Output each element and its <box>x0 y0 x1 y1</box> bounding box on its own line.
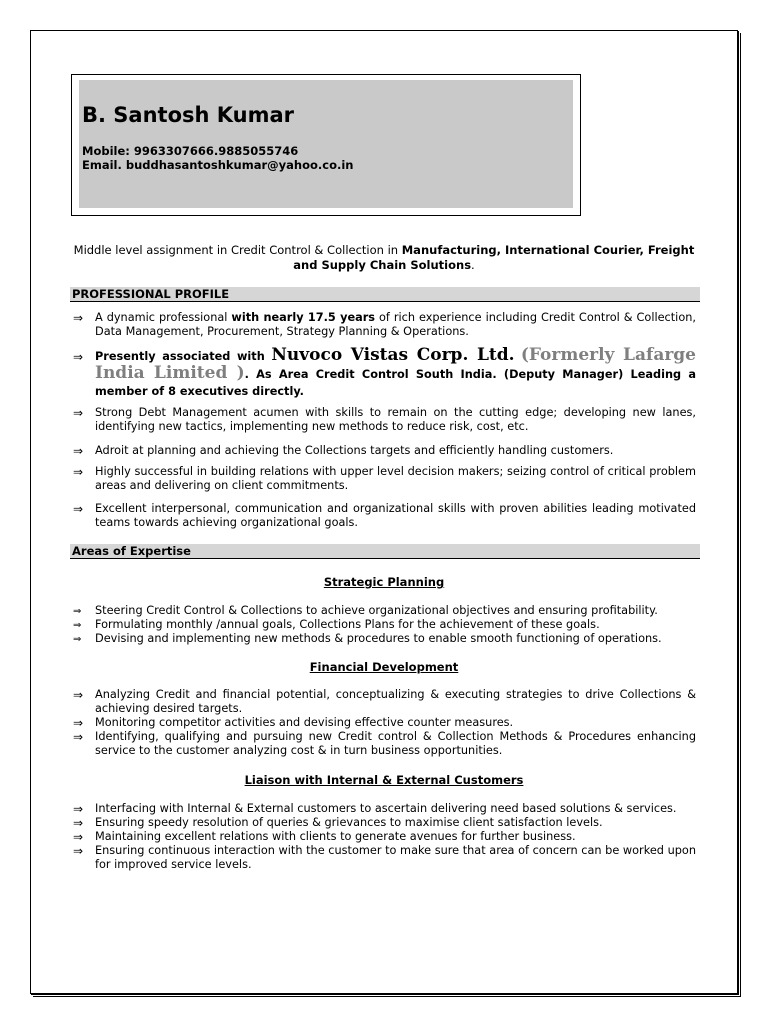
arrow-right-double-icon: ⇒ <box>73 816 84 830</box>
arrow-right-double-icon: ⇒ <box>73 830 84 844</box>
list-item <box>70 802 696 816</box>
subheading-financial-development: Financial Development <box>309 660 459 674</box>
arrow-right-double-icon: ⇒ <box>73 620 82 631</box>
list-item <box>70 618 696 632</box>
list-item <box>70 830 696 844</box>
list-item <box>70 311 696 339</box>
section-heading-professional-profile: PROFESSIONAL PROFILE <box>70 287 700 302</box>
financial-development-list <box>70 688 696 758</box>
bullet-text: Strong Debt Management acumen with skills to remain on the cutting edge; developing new lanes, identifying new tactics, implementing new methods to reduce risk, cost, etc. <box>95 406 696 433</box>
bullet-text: Excellent interpersonal, communication and organizational skills with proven abilities leading motivated teams towards achieving organizational goals. <box>95 502 696 529</box>
bullet-text: Identifying, qualifying and pursuing new Credit control & Collection Methods & Procedures enhancing service to the customer analyzing cost & in turn business opportunities. <box>95 730 696 757</box>
bullet-text: Devising and implementing new methods & procedures to enable smooth functioning of operations. <box>95 632 662 645</box>
profile-bullet-list-5 <box>70 502 696 530</box>
list-item <box>70 347 696 400</box>
bullet-text: Formulating monthly /annual goals, Collections Plans for the achievement of these goals. <box>95 618 600 631</box>
profile-bullet-list-3 <box>70 444 696 458</box>
bullet-text: Analyzing Credit and financial potential, conceptualizing & executing strategies to drive Collections & achieving desired targets. <box>95 688 696 715</box>
bullet-text: Steering Credit Control & Collections to achieve organizational objectives and ensuring profitability. <box>95 604 658 617</box>
arrow-right-double-icon: ⇒ <box>73 634 82 645</box>
objective-statement <box>72 243 696 273</box>
arrow-right-double-icon: ⇒ <box>73 730 84 744</box>
list-item <box>70 502 696 530</box>
liaison-list <box>70 802 696 872</box>
arrow-right-double-icon: ⇒ <box>73 311 84 325</box>
bullet-text: Ensuring speedy resolution of queries & grievances to maximise client satisfaction levels. <box>95 816 603 829</box>
list-item <box>70 632 696 646</box>
bullet-text: Monitoring competitor activities and devising effective counter measures. <box>95 716 514 729</box>
current-role: . As Area Credit Control South India. (Deputy Manager) Leading a member of 8 executives directly. <box>95 368 696 398</box>
subheading-liaison: Liaison with Internal & External Customers <box>244 773 524 787</box>
list-item <box>70 816 696 830</box>
list-item <box>70 604 696 618</box>
arrow-right-double-icon: ⇒ <box>73 444 84 458</box>
arrow-right-double-icon: ⇒ <box>73 406 84 420</box>
list-item <box>70 716 696 730</box>
arrow-right-double-icon: ⇒ <box>73 688 84 702</box>
objective-text: Middle level assignment in Credit Control & Collection in <box>73 243 402 257</box>
former-company-name: (Formerly Lafarge India Limited ) <box>95 345 696 383</box>
list-item <box>70 465 696 493</box>
list-item <box>70 844 696 872</box>
bullet-text: Presently associated with <box>95 350 272 363</box>
list-item <box>70 444 696 458</box>
bullet-text: Adroit at planning and achieving the Collections targets and efficiently handling customers. <box>95 444 614 457</box>
arrow-right-double-icon: ⇒ <box>73 716 84 730</box>
bullet-text: Highly successful in building relations with upper level decision makers; seizing control of critical problem areas and delivering on client commitments. <box>95 465 696 492</box>
list-item <box>70 406 696 434</box>
bullet-text: Ensuring continuous interaction with the customer to make sure that area of concern can be worked upon for improved service levels. <box>95 844 696 871</box>
profile-bullet-current-role <box>70 347 696 400</box>
arrow-right-double-icon: ⇒ <box>73 802 84 816</box>
section-heading-areas-of-expertise: Areas of Expertise <box>70 544 700 559</box>
profile-bullet-list <box>70 311 696 339</box>
strategic-planning-list <box>70 604 696 646</box>
arrow-right-double-icon: ⇒ <box>73 606 82 617</box>
arrow-right-double-icon: ⇒ <box>73 502 84 516</box>
bullet-text: of rich experience including Credit Control & Collection, Data Management, Procurement, Strategy Planning & Operations. <box>95 311 696 338</box>
profile-bullet-list-2 <box>70 406 696 434</box>
email-address: Email. buddhasantoshkumar@yahoo.co.in <box>82 158 354 172</box>
arrow-right-double-icon: ⇒ <box>73 465 84 479</box>
arrow-right-double-icon: ⇒ <box>73 350 84 364</box>
list-item <box>70 688 696 716</box>
bullet-text: Interfacing with Internal & External customers to ascertain delivering need based solutions & services. <box>95 802 677 815</box>
list-item <box>70 730 696 758</box>
bullet-text: Maintaining excellent relations with clients to generate avenues for further business. <box>95 830 576 843</box>
arrow-right-double-icon: ⇒ <box>73 844 84 858</box>
objective-industries: Manufacturing, International Courier, Freight and Supply Chain Solutions <box>293 243 695 272</box>
bullet-text: A dynamic professional <box>95 311 232 324</box>
profile-bullet-list-4 <box>70 465 696 493</box>
candidate-name: B. Santosh Kumar <box>82 103 295 127</box>
objective-end: . <box>471 258 475 272</box>
subheading-strategic-planning: Strategic Planning <box>323 575 445 589</box>
company-name: Nuvoco Vistas Corp. Ltd. <box>271 345 515 365</box>
experience-years: with nearly 17.5 years <box>231 311 376 324</box>
mobile-number: Mobile: 9963307666.9885055746 <box>82 144 299 158</box>
